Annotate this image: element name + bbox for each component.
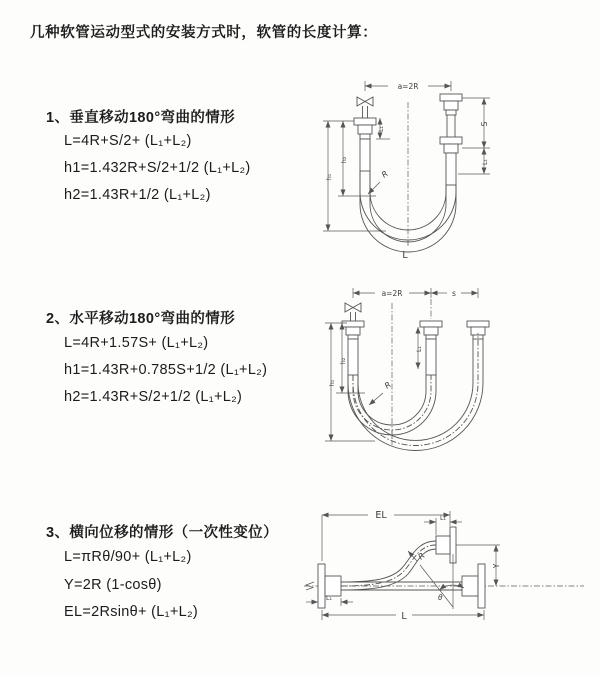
section-2-formula-h2: h2=1.43R+S/2+1/2 (L₁+L₂) xyxy=(64,389,243,405)
label-a2r: a=2R xyxy=(381,289,403,298)
label-r: R xyxy=(416,551,427,562)
dim-heights-left xyxy=(323,118,390,231)
label-r: R xyxy=(379,169,390,180)
hose-displaced-s-curve xyxy=(341,541,436,590)
dim-s-right xyxy=(458,98,490,174)
label-h2: h₂ xyxy=(341,156,348,164)
dim-a2r xyxy=(365,81,451,91)
valve-icon xyxy=(345,303,361,321)
label-l1-left: L₁ xyxy=(378,125,385,133)
section-3-formula-Y: Y=2R (1-cosθ) xyxy=(64,577,162,593)
section-1-heading: 1、垂直移动180°弯曲的情形 xyxy=(46,110,236,126)
section-2-formula-h1: h1=1.43R+0.785S+1/2 (L₁+L₂) xyxy=(64,362,268,378)
label-h1: h₁ xyxy=(326,173,333,181)
label-s: s xyxy=(452,289,456,298)
section-1-formula-L: L=4R+S/2+ (L₁+L₂) xyxy=(64,133,192,149)
label-l1-top: L₁ xyxy=(439,515,447,522)
diagram-2-horizontal-movement xyxy=(323,283,580,463)
label-y: Y xyxy=(492,563,501,569)
dim-l1-bottom xyxy=(306,595,353,606)
diagram-3-lateral-displacement xyxy=(298,503,590,648)
label-theta: θ xyxy=(438,593,443,602)
label-el: EL xyxy=(375,510,387,521)
dim-l xyxy=(322,610,484,622)
dim-theta xyxy=(420,554,464,609)
dim-a2r-s xyxy=(353,288,478,298)
radius-leader xyxy=(369,380,393,405)
section-2-formula-L: L=4R+1.57S+ (L₁+L₂) xyxy=(64,335,209,351)
label-l: L xyxy=(402,250,408,261)
label-a2r: a=2R xyxy=(397,82,419,91)
label-l1-bottom: L₁ xyxy=(325,595,333,602)
label-l1-right: L₁ xyxy=(482,158,489,166)
middle-pipe-fitting xyxy=(420,299,442,375)
diagram-1-vertical-movement xyxy=(318,74,570,260)
left-pipe-fitting xyxy=(342,321,364,375)
label-r: R xyxy=(382,380,393,391)
label-h1: h₁ xyxy=(329,379,336,387)
section-3-formula-EL: EL=2Rsinθ+ (L₁+L₂) xyxy=(64,604,199,620)
page-title: 几种软管运动型式的安装方式时，软管的长度计算： xyxy=(30,25,378,41)
label-l1: L₁ xyxy=(416,345,423,353)
left-pipe-fitting xyxy=(354,118,376,171)
section-1-formula-h2: h2=1.43R+1/2 (L₁+L₂) xyxy=(64,187,211,203)
section-2-heading: 2、水平移动180°弯曲的情形 xyxy=(46,311,236,327)
section-3-formula-L: L=πRθ/90+ (L₁+L₂) xyxy=(64,549,192,565)
dim-l1-middle xyxy=(416,327,423,369)
section-3-heading: 3、横向位移的情形（一次性变位） xyxy=(46,525,278,541)
label-h2: h₂ xyxy=(340,357,347,365)
dim-el xyxy=(322,510,450,561)
valve-icon xyxy=(357,97,373,118)
section-1-formula-h1: h1=1.432R+S/2+1/2 (L₁+L₂) xyxy=(64,160,251,176)
radius-leader xyxy=(368,169,390,194)
label-l: L xyxy=(401,611,407,622)
right-pipe-fitting xyxy=(440,94,462,185)
label-s: S xyxy=(480,121,489,127)
